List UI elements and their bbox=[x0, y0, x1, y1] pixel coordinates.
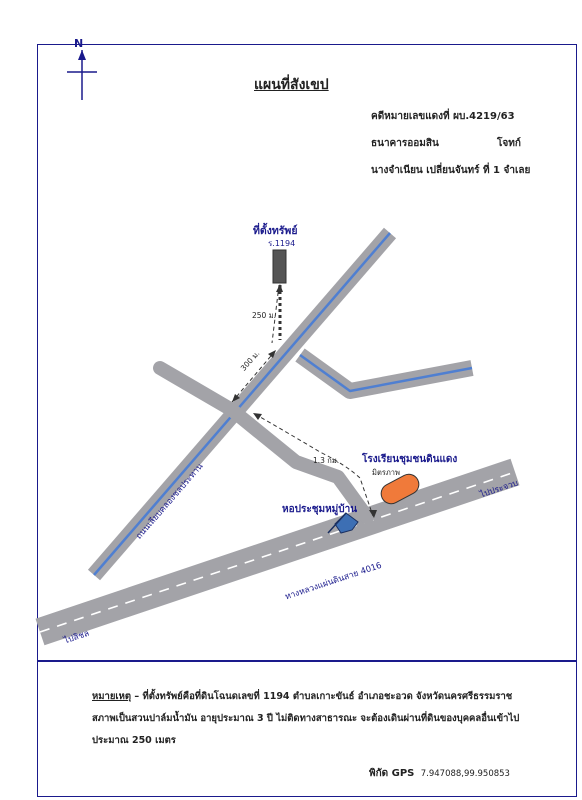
school-sub-label: มิตรภาพ bbox=[372, 468, 400, 477]
highway-label: ทางหลวงแผ่นดินสาย 4016 bbox=[283, 560, 384, 603]
gps-value: 7.947088,99.950853 bbox=[420, 769, 510, 779]
note-text-1: – ที่ตั้งทรัพย์คือที่ดินโฉนดเลขที่ 1194 ตำบลเกาะขันธ์ อำเภอชะอวด จังหวัดนครศรีธรรมราช bbox=[131, 691, 513, 702]
north-label: N bbox=[74, 37, 84, 50]
note-label: หมายเหตุ bbox=[92, 691, 132, 702]
to-sichon-label: ไปสิชล bbox=[62, 628, 91, 647]
gps-label: พิกัด GPS bbox=[369, 768, 415, 779]
plaintiff-name: ธนาคารออมสิน bbox=[371, 138, 439, 149]
north-arrow-icon bbox=[67, 50, 97, 100]
case-number: คดีหมายเลขแดงที่ ผบ.4219/63 bbox=[371, 111, 515, 122]
defendant-line: นางจำเนียน เปลี่ยนจันทร์ ที่ 1 จำเลย bbox=[371, 165, 531, 176]
side-canal-road bbox=[300, 355, 472, 391]
canal-road-label: ถนนเลียบคลองชลประทาน bbox=[134, 461, 206, 542]
note-line-2: สภาพเป็นสวนปาล์มน้ำมัน อายุประมาณ 3 ปี ไม่ติดทางสาธารณะ จะต้องเดินผ่านที่ดินของบุคคลอื่นเข้าไป bbox=[92, 713, 520, 724]
village-hall-label: หอประชุมหมู่บ้าน bbox=[282, 504, 358, 515]
note-line-1 bbox=[92, 689, 512, 704]
property-deed: ร.1194 bbox=[268, 239, 296, 248]
property-label: ที่ตั้งทรัพย์ bbox=[253, 225, 298, 237]
plaintiff-role: โจทก์ bbox=[497, 138, 521, 149]
gps-line bbox=[369, 766, 510, 781]
distance-300m-label: 300 ม. bbox=[238, 348, 262, 373]
distance-250m-label: 250 ม. bbox=[252, 311, 277, 320]
distance-1-3km-label: 1.3 กม. bbox=[313, 456, 340, 465]
to-prachuap-label: ไปประจวบ bbox=[478, 478, 520, 501]
school-name-label: โรงเรียนชุมชนดินแดง bbox=[362, 454, 458, 465]
note-line-3: ประมาณ 250 เมตร bbox=[92, 735, 176, 746]
page-title: แผนที่สังเขป bbox=[254, 77, 329, 93]
property-parcel[interactable] bbox=[273, 250, 286, 283]
